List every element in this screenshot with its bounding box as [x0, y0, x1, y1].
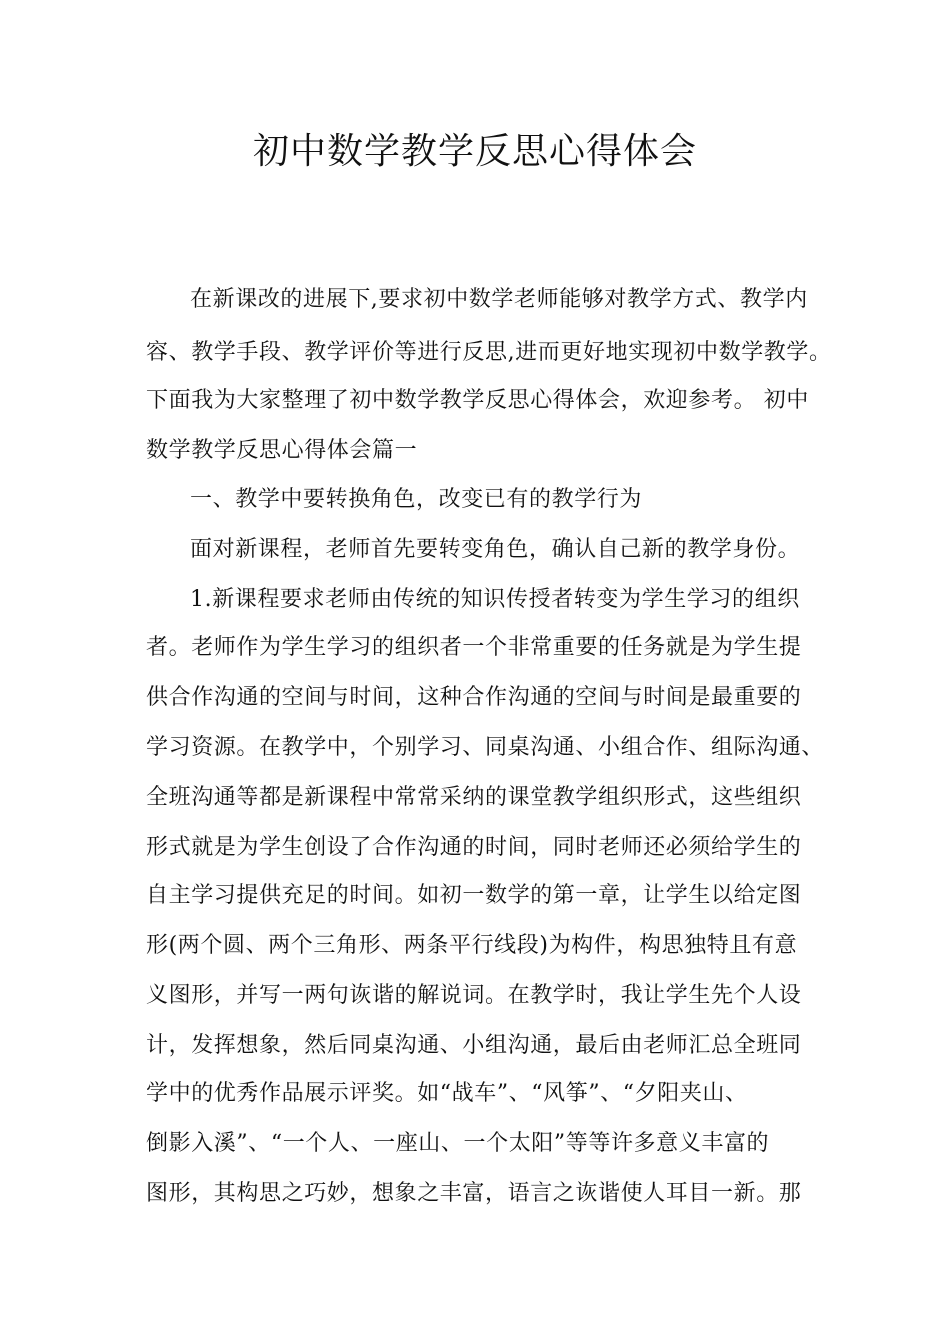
paragraph-line: 全班沟通等都是新课程中常常采纳的课堂教学组织形式，这些组织 — [146, 785, 802, 810]
paragraph-line: 下面我为大家整理了初中数学教学反思心得体会，欢迎参考。 初中 — [146, 388, 809, 413]
paragraph-line: 者。老师作为学生学习的组织者一个非常重要的任务就是为学生提 — [146, 635, 802, 660]
paragraph-line: 倒影入溪”、“一个人、一座山、一个太阳”等等许多意义丰富的 — [146, 1131, 770, 1156]
paragraph-line: 面对新课程，老师首先要转变角色，确认自己新的教学身份。 — [190, 537, 801, 562]
paragraph-line: 计，发挥想象，然后同桌沟通、小组沟通，最后由老师汇总全班同 — [146, 1033, 802, 1058]
paragraph-line: 容、教学手段、教学评价等进行反思,进而更好地实现初中数学教学。 — [146, 340, 832, 365]
paragraph-line: 学中的优秀作品展示评奖。如“战车”、“风筝”、“夕阳夹山、 — [146, 1081, 748, 1106]
paragraph-line: 义图形，并写一两句诙谐的解说词。在教学时，我让学生先个人设 — [146, 983, 802, 1008]
paragraph-line: 在新课改的进展下,要求初中数学老师能够对教学方式、教学内 — [190, 287, 808, 312]
document-title: 初中数学教学反思心得体会 — [252, 131, 697, 172]
paragraph-line: 数学教学反思心得体会篇一 — [146, 438, 418, 463]
paragraph-line: 1.新课程要求老师由传统的知识传授者转变为学生学习的组织 — [190, 587, 800, 612]
paragraph-line: 形(两个圆、两个三角形、两条平行线段)为构件，构思独特且有意 — [146, 933, 798, 958]
paragraph-line: 自主学习提供充足的时间。如初一数学的第一章，让学生以给定图 — [146, 883, 802, 908]
paragraph-line: 形式就是为学生创设了合作沟通的时间，同时老师还必须给学生的 — [146, 835, 802, 860]
paragraph-line: 学习资源。在教学中，个别学习、同桌沟通、小组合作、组际沟通、 — [146, 735, 825, 760]
paragraph-line: 图形，其构思之巧妙，想象之丰富，语言之诙谐使人耳目一新。那 — [146, 1181, 802, 1206]
section-heading: 一、教学中要转换角色，改变已有的教学行为 — [190, 487, 643, 512]
paragraph-line: 供合作沟通的空间与时间，这种合作沟通的空间与时间是最重要的 — [146, 685, 802, 710]
